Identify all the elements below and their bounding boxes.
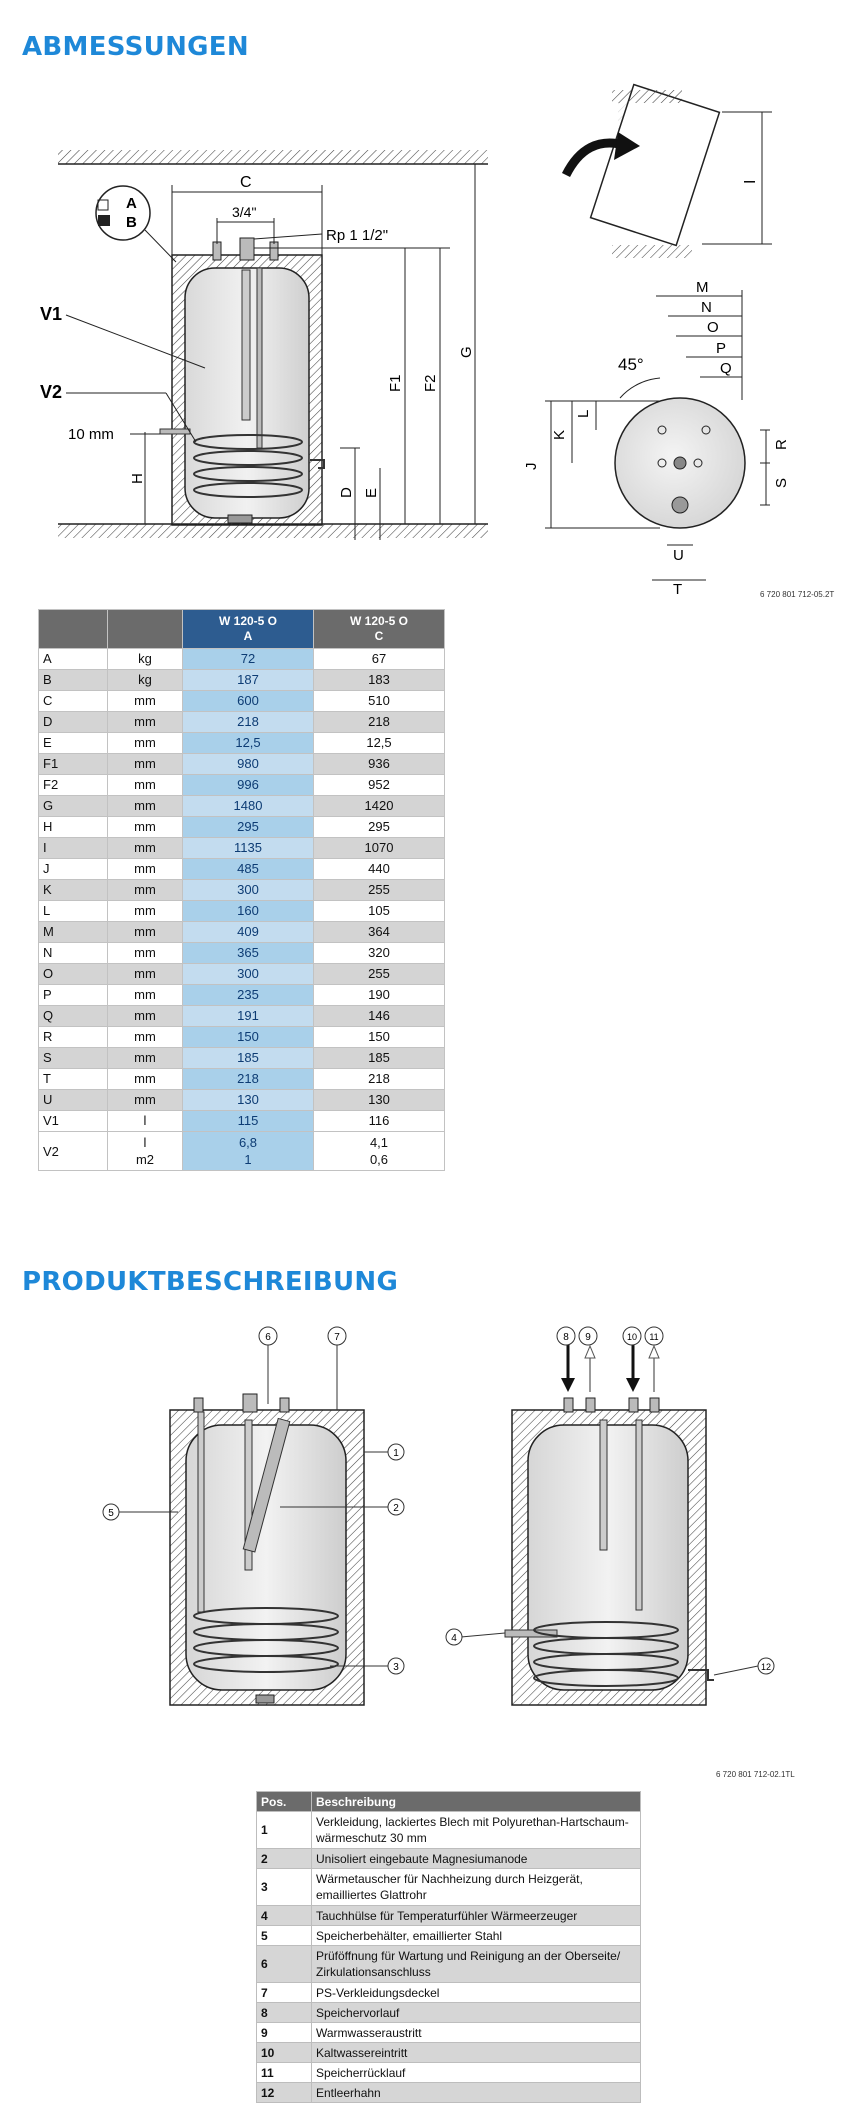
label-B: B [126,214,137,231]
param-cell: I [39,838,108,859]
table-row [39,922,445,943]
unit-cell: mm [108,817,183,838]
table-row [39,1006,445,1027]
value-c-cell: 510 [314,691,445,712]
table-row [39,796,445,817]
header-pos: Pos. [257,1792,312,1812]
label-H: H [129,473,146,484]
description-cell: Kaltwassereintritt [312,2043,641,2063]
label-V2: V2 [40,382,63,402]
label-F1: F1 [387,374,404,392]
value-a-cell: 218 [183,712,314,733]
description-cell: Prüföffnung für Wartung und Reinigung an der Oberseite/ Zirkulationsanschluss [312,1946,641,1983]
param-cell: J [39,859,108,880]
pos-cell: 10 [257,2043,312,2063]
reference-code-product: 6 720 801 712-02.1TL [716,1770,795,1779]
table-row [39,649,445,670]
callout-12: 12 [760,1662,772,1672]
pos-cell: 7 [257,1983,312,2003]
value-a-cell: 115 [183,1111,314,1132]
unit-cell: mm [108,796,183,817]
unit-cell: mm [108,691,183,712]
table-row [257,1906,641,1926]
pos-cell: 5 [257,1926,312,1946]
label-S: S [773,477,790,488]
value-c-cell: 952 [314,775,445,796]
value-a-cell: 218 [183,1069,314,1090]
label-R: R [773,439,790,450]
table-row [39,733,445,754]
table-row [39,670,445,691]
unit-cell: mm [108,775,183,796]
label-I: I [742,179,759,184]
description-cell: Verkleidung, lackiertes Blech mit Polyurethan-Hartschaum- wärmeschutz 30 mm [312,1812,641,1849]
reference-code-dimensions: 6 720 801 712-05.2T [760,590,835,599]
param-cell: B [39,670,108,691]
header-model-a: W 120-5 O A [183,610,314,649]
callout-2: 2 [393,1503,399,1514]
position-table [256,1791,641,2103]
label-D: D [338,487,355,498]
label-L: L [575,409,592,418]
header-beschreibung: Beschreibung [312,1792,641,1812]
pos-cell: 1 [257,1812,312,1849]
value-c-cell: 440 [314,859,445,880]
label-U: U [673,547,684,564]
callout-10: 10 [626,1332,638,1342]
table-row [257,1926,641,1946]
table-row [39,1132,445,1171]
value-c-cell: 146 [314,1006,445,1027]
unit-cell: l [108,1111,183,1132]
value-c-cell: 218 [314,1069,445,1090]
param-cell: M [39,922,108,943]
pos-cell: 2 [257,1849,312,1869]
value-a-cell: 1135 [183,838,314,859]
callout-9: 9 [585,1332,591,1343]
callout-5: 5 [108,1508,114,1519]
table-row [39,859,445,880]
product-drawing [0,1300,863,1800]
table-row [257,2063,641,2083]
description-cell: Unisoliert eingebaute Magnesiumanode [312,1849,641,1869]
unit-cell: mm [108,1006,183,1027]
table-row [39,817,445,838]
label-rp: Rp 1 1/2" [326,227,389,244]
label-Q: Q [720,360,732,377]
param-cell: O [39,964,108,985]
value-c-cell: 190 [314,985,445,1006]
pos-cell: 4 [257,1906,312,1926]
value-a-cell: 365 [183,943,314,964]
unit-cell: mm [108,880,183,901]
value-a-cell: 160 [183,901,314,922]
param-cell: F2 [39,775,108,796]
pos-cell: 3 [257,1869,312,1906]
value-a-cell: 72 [183,649,314,670]
label-N: N [701,299,712,316]
param-cell: V2 [39,1132,108,1171]
value-c-cell: 116 [314,1111,445,1132]
value-c-cell: 364 [314,922,445,943]
table-row [39,712,445,733]
label-V1: V1 [40,304,63,324]
unit-cell: mm [108,1090,183,1111]
table-row [39,985,445,1006]
dimension-drawing [0,0,863,600]
value-a-cell: 6,8 1 [183,1132,314,1171]
table-header-row [39,610,445,649]
table-row [39,838,445,859]
value-c-cell: 218 [314,712,445,733]
table-row [257,1812,641,1849]
label-F2: F2 [422,374,439,392]
unit-cell: mm [108,754,183,775]
callout-8: 8 [563,1332,569,1343]
table-row [39,1027,445,1048]
label-M: M [696,279,709,296]
unit-cell: l m2 [108,1132,183,1171]
table-row [257,1946,641,1983]
table-row [39,1048,445,1069]
table-row [39,775,445,796]
value-c-cell: 255 [314,880,445,901]
value-a-cell: 600 [183,691,314,712]
table-row [39,943,445,964]
param-cell: D [39,712,108,733]
description-cell: Speicherrücklauf [312,2063,641,2083]
section-title-abmessungen: ABMESSUNGEN [22,32,249,62]
header-model-c: W 120-5 O C [314,610,445,649]
value-c-cell: 320 [314,943,445,964]
value-c-cell: 295 [314,817,445,838]
label-G: G [458,346,475,358]
callout-4: 4 [451,1633,457,1644]
value-c-cell: 185 [314,1048,445,1069]
value-a-cell: 300 [183,880,314,901]
unit-cell: mm [108,859,183,880]
section-title-produktbeschreibung: PRODUKTBESCHREIBUNG [22,1267,399,1297]
table-row [257,2083,641,2103]
value-c-cell: 150 [314,1027,445,1048]
table-row [257,1849,641,1869]
unit-cell: mm [108,1069,183,1090]
unit-cell: mm [108,733,183,754]
dimension-table [38,609,445,1171]
param-cell: K [39,880,108,901]
header-param [39,610,108,649]
param-cell: Q [39,1006,108,1027]
label-T: T [673,581,683,598]
param-cell: F1 [39,754,108,775]
param-cell: V1 [39,1111,108,1132]
table-row [39,1069,445,1090]
value-c-cell: 183 [314,670,445,691]
label-angle: 45° [618,355,644,374]
table-row [39,754,445,775]
value-a-cell: 295 [183,817,314,838]
description-cell: Speicherbehälter, emaillierter Stahl [312,1926,641,1946]
param-cell: T [39,1069,108,1090]
param-cell: N [39,943,108,964]
description-cell: Speichervorlauf [312,2003,641,2023]
label-K: K [551,429,568,440]
pos-cell: 8 [257,2003,312,2023]
unit-cell: mm [108,922,183,943]
value-c-cell: 1070 [314,838,445,859]
value-a-cell: 980 [183,754,314,775]
value-a-cell: 187 [183,670,314,691]
table-row [39,691,445,712]
label-A: A [126,195,137,212]
description-cell: PS-Verkleidungsdeckel [312,1983,641,2003]
value-a-cell: 235 [183,985,314,1006]
label-three-quarter: 3/4" [232,204,257,220]
value-a-cell: 191 [183,1006,314,1027]
value-c-cell: 12,5 [314,733,445,754]
callout-1: 1 [393,1448,399,1459]
value-a-cell: 485 [183,859,314,880]
label-O: O [707,319,719,336]
value-a-cell: 150 [183,1027,314,1048]
label-P: P [716,340,727,357]
label-10mm: 10 mm [68,426,114,443]
value-c-cell: 1420 [314,796,445,817]
callout-6: 6 [265,1332,271,1343]
unit-cell: mm [108,1027,183,1048]
value-c-cell: 4,1 0,6 [314,1132,445,1171]
value-c-cell: 67 [314,649,445,670]
value-a-cell: 409 [183,922,314,943]
unit-cell: kg [108,649,183,670]
param-cell: A [39,649,108,670]
callout-3: 3 [393,1662,399,1673]
value-a-cell: 300 [183,964,314,985]
unit-cell: mm [108,1048,183,1069]
header-unit [108,610,183,649]
value-c-cell: 105 [314,901,445,922]
param-cell: E [39,733,108,754]
pos-cell: 11 [257,2063,312,2083]
pos-cell: 6 [257,1946,312,1983]
pos-cell: 12 [257,2083,312,2103]
unit-cell: mm [108,964,183,985]
label-J: J [523,462,540,470]
value-c-cell: 130 [314,1090,445,1111]
table-header-row [257,1792,641,1812]
param-cell: L [39,901,108,922]
description-cell: Wärmetauscher für Nachheizung durch Heizgerät, emailliertes Glattrohr [312,1869,641,1906]
description-cell: Entleerhahn [312,2083,641,2103]
value-a-cell: 1480 [183,796,314,817]
unit-cell: mm [108,901,183,922]
value-a-cell: 996 [183,775,314,796]
description-cell: Warmwasseraustritt [312,2023,641,2043]
param-cell: S [39,1048,108,1069]
label-E: E [363,487,380,498]
unit-cell: kg [108,670,183,691]
value-c-cell: 255 [314,964,445,985]
description-cell: Tauchhülse für Temperaturfühler Wärmeerzeuger [312,1906,641,1926]
unit-cell: mm [108,838,183,859]
table-row [39,964,445,985]
param-cell: G [39,796,108,817]
table-row [257,1869,641,1906]
table-row [39,1111,445,1132]
callout-7: 7 [334,1332,340,1343]
pos-cell: 9 [257,2023,312,2043]
table-row [39,1090,445,1111]
unit-cell: mm [108,985,183,1006]
value-a-cell: 12,5 [183,733,314,754]
table-row [257,1983,641,2003]
table-row [39,880,445,901]
param-cell: R [39,1027,108,1048]
table-row [257,2023,641,2043]
param-cell: U [39,1090,108,1111]
table-row [39,901,445,922]
value-a-cell: 130 [183,1090,314,1111]
param-cell: H [39,817,108,838]
param-cell: P [39,985,108,1006]
param-cell: C [39,691,108,712]
label-C: C [240,174,252,191]
unit-cell: mm [108,943,183,964]
table-row [257,2003,641,2023]
unit-cell: mm [108,712,183,733]
value-a-cell: 185 [183,1048,314,1069]
table-row [257,2043,641,2063]
callout-11: 11 [649,1332,659,1342]
value-c-cell: 936 [314,754,445,775]
